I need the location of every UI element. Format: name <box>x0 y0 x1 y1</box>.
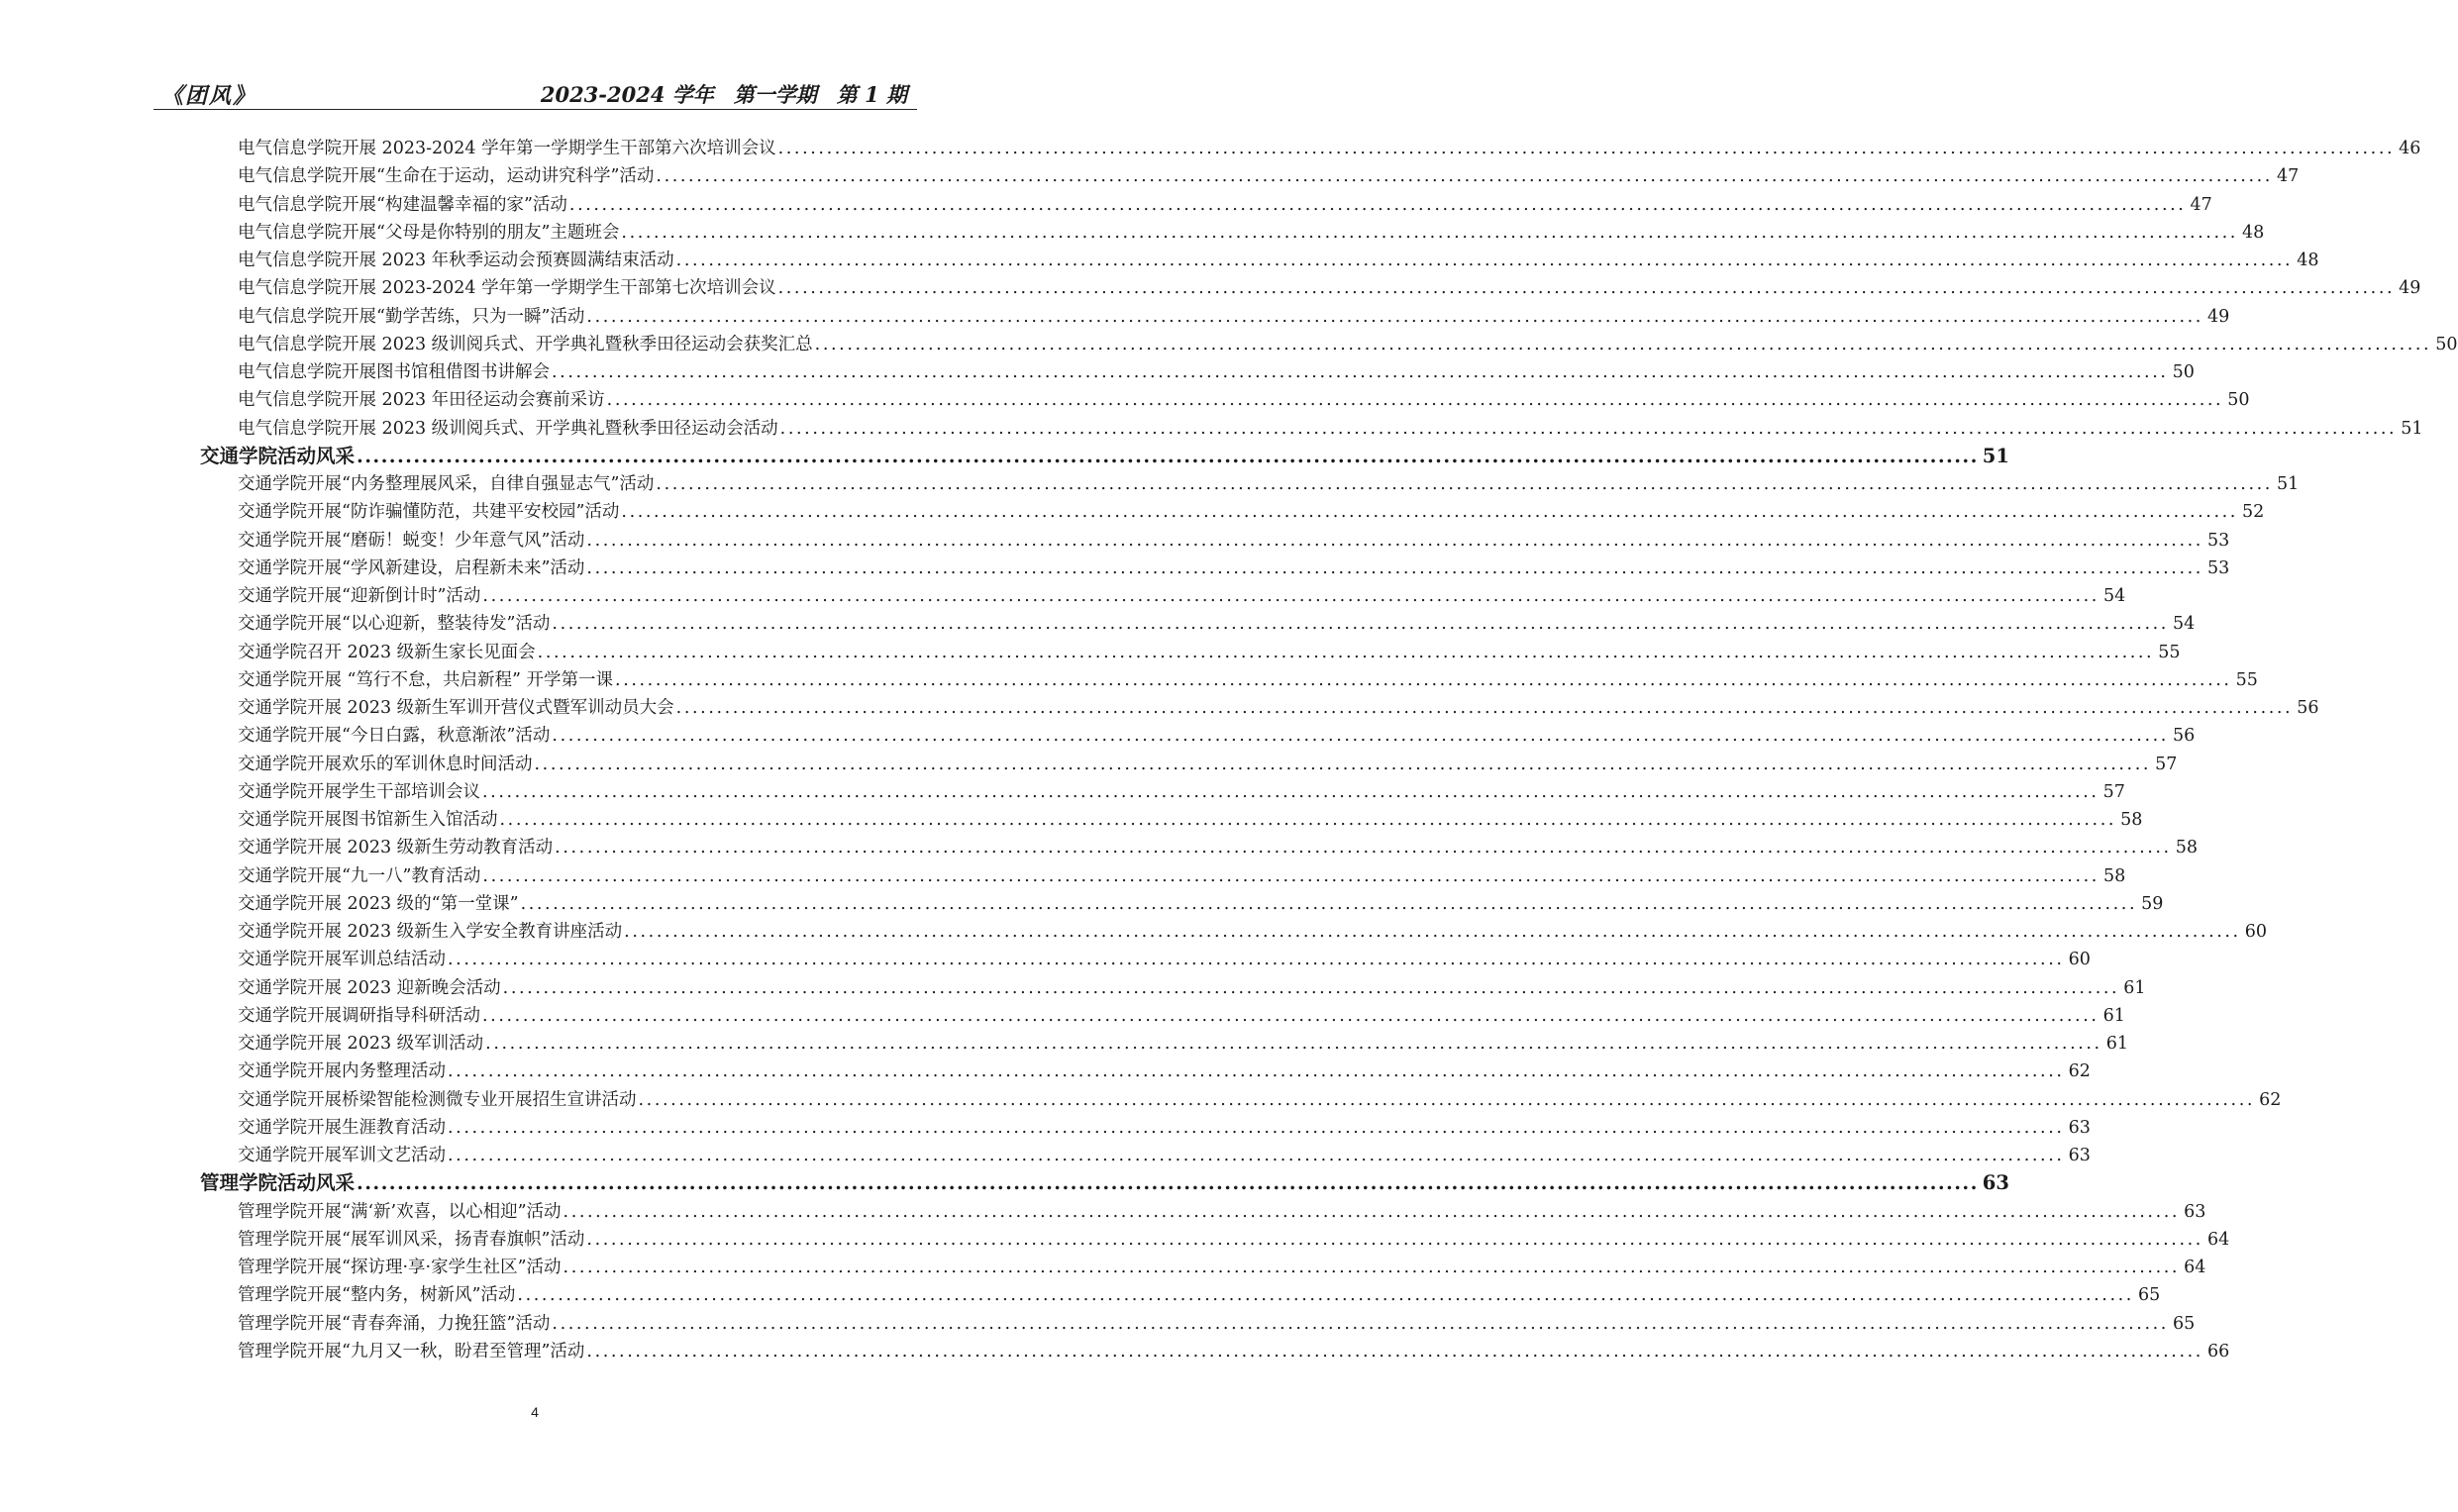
dot-leader: ........................................................................................................................................................................................................ <box>621 502 2238 523</box>
toc-entry-title: 电气信息学院开展“生命在于运动，运动讲究科学”活动 <box>238 166 655 187</box>
toc-section-heading[interactable] <box>200 1169 2009 1197</box>
dot-leader: ........................................................................................................................................................................................................ <box>448 1061 2065 1082</box>
dot-leader: ........................................................................................................................................................................................................ <box>568 194 2187 215</box>
toc-entry-page: 57 <box>2102 781 2125 802</box>
toc-entry-title: 管理学院开展“满‘新’欢喜，以心相迎”活动 <box>238 1201 562 1222</box>
toc-entry-title: 交通学院开展 2023 级军训活动 <box>238 1034 484 1055</box>
toc-entry[interactable] <box>238 806 2143 834</box>
toc-entry-title: 管理学院开展“九月又一秋，盼君至管理”活动 <box>238 1341 585 1361</box>
dot-leader: ........................................................................................................................................................................................................ <box>552 362 2169 383</box>
toc-entry-title: 交通学院开展欢乐的军训休息时间活动 <box>238 754 533 774</box>
toc-entry-page: 54 <box>2102 586 2126 607</box>
toc-entry[interactable] <box>238 303 2230 331</box>
toc-entry-title: 管理学院开展“探访理·享·家学生社区”活动 <box>238 1258 562 1278</box>
dot-leader: ........................................................................................................................................................................................................ <box>586 557 2203 578</box>
toc-entry-page: 57 <box>2155 754 2178 774</box>
toc-entry-page: 61 <box>2105 1034 2129 1055</box>
toc-entry-title: 交通学院开展 2023 级新生入学安全教育讲座活动 <box>238 922 623 943</box>
term: 第一学期 <box>733 82 817 107</box>
toc-entry-page: 63 <box>2184 1201 2206 1222</box>
journal-title: 《团风》 <box>161 83 257 109</box>
toc-entry-page: 65 <box>2172 1313 2196 1334</box>
dot-leader: ........................................................................................................................................................................................................ <box>482 865 2100 886</box>
dot-leader: ........................................................................................................................................................................................................ <box>482 781 2100 802</box>
dot-leader: ........................................................................................................................................................................................................ <box>448 950 2065 970</box>
dot-leader: ........................................................................................................................................................................................................ <box>638 1089 2256 1110</box>
dot-leader: ........................................................................................................................................................................................................ <box>485 1034 2102 1055</box>
toc-entry[interactable] <box>238 415 2423 443</box>
toc-entry-title: 电气信息学院开展“构建温馨幸福的家”活动 <box>238 194 567 215</box>
toc-entry-page: 66 <box>2206 1341 2230 1361</box>
toc-entry-title: 交通学院开展“磨砺！蜕变！少年意气风”活动 <box>238 530 585 551</box>
toc-entry-title: 交通学院开展“防诈骗懂防范，共建平安校园”活动 <box>238 502 620 523</box>
toc-entry[interactable] <box>238 1254 2206 1281</box>
toc-entry-title: 交通学院开展“以心迎新，整装待发”活动 <box>238 614 551 635</box>
toc-entry[interactable] <box>238 331 2458 358</box>
toc-entry-title: 交通学院开展 “笃行不怠，共启新程” 开学第一课 <box>238 669 614 690</box>
toc-entry-title: 交通学院开展图书馆新生入馆活动 <box>238 810 498 831</box>
toc-section-heading[interactable] <box>200 443 2009 470</box>
toc-entry[interactable] <box>238 582 2126 610</box>
toc-entry-page: 65 <box>2137 1285 2161 1306</box>
toc-entry-page: 49 <box>2206 306 2230 327</box>
dot-leader: ........................................................................................................................................................................................................ <box>656 166 2273 187</box>
dot-leader: ........................................................................................................................................................................................................ <box>499 810 2117 831</box>
toc-entry[interactable] <box>238 1198 2206 1226</box>
dot-leader: ........................................................................................................................................................................................................ <box>534 754 2152 774</box>
toc-entry-page: 61 <box>2102 1005 2125 1026</box>
toc-entry[interactable] <box>238 1030 2129 1058</box>
issue-number: 第 1 期 <box>836 82 907 107</box>
toc-entry[interactable] <box>238 1002 2125 1030</box>
page-number: 4 <box>531 1404 539 1420</box>
toc-entry-page: 50 <box>2227 390 2250 411</box>
toc-entry-title: 电气信息学院开展 2023 级训阅兵式、开学典礼暨秋季田径运动会获奖汇总 <box>238 334 813 354</box>
toc-entry[interactable] <box>238 386 2250 414</box>
toc-entry-title: 交通学院开展 2023 级新生军训开营仪式暨军训动员大会 <box>238 698 674 719</box>
toc-entry[interactable] <box>238 274 2421 302</box>
toc-entry-title: 电气信息学院开展“勤学苦练，只为一瞬”活动 <box>238 306 585 327</box>
toc-entry-page: 55 <box>2158 642 2181 662</box>
toc-entry-page: 60 <box>2244 922 2268 943</box>
toc-entry-page: 63 <box>1982 1171 2009 1195</box>
toc-entry[interactable] <box>238 191 2212 219</box>
dot-leader: ........................................................................................................................................................................................................ <box>779 418 2398 439</box>
toc-entry[interactable] <box>238 1281 2161 1309</box>
toc-entry-title: 电气信息学院开展 2023 年秋季运动会预赛圆满结束活动 <box>238 251 674 271</box>
dot-leader: ........................................................................................................................................................................................................ <box>624 922 2241 943</box>
toc-entry-page: 59 <box>2141 893 2164 914</box>
toc-entry[interactable] <box>238 946 2091 973</box>
dot-leader: ........................................................................................................................................................................................................ <box>357 444 1979 467</box>
toc-entry-page: 48 <box>2297 251 2319 271</box>
toc-entry-page: 47 <box>2190 194 2212 215</box>
toc-entry-page: 62 <box>2259 1089 2282 1110</box>
dot-leader: ........................................................................................................................................................................................................ <box>552 614 2169 635</box>
toc-entry-page: 64 <box>2206 1229 2230 1250</box>
toc-entry-title: 电气信息学院开展图书馆租借图书讲解会 <box>238 362 550 383</box>
toc-entry-page: 47 <box>2276 166 2300 187</box>
toc-entry[interactable] <box>238 1142 2091 1169</box>
toc-entry-page: 62 <box>2068 1061 2091 1082</box>
toc-entry-page: 50 <box>2435 334 2458 354</box>
toc-entry-page: 51 <box>2276 474 2300 495</box>
toc-entry[interactable] <box>238 862 2126 890</box>
toc-entry-title: 交通学院开展“学风新建设，启程新未来”活动 <box>238 557 585 578</box>
dot-leader: ........................................................................................................................................................................................................ <box>777 278 2396 299</box>
toc-entry-page: 56 <box>2172 726 2196 747</box>
dot-leader: ........................................................................................................................................................................................................ <box>656 474 2273 495</box>
toc-entry-title: 电气信息学院开展“父母是你特别的朋友”主题班会 <box>238 222 620 243</box>
toc-entry[interactable] <box>238 918 2268 946</box>
dot-leader: ........................................................................................................................................................................................................ <box>777 139 2396 159</box>
dot-leader: ........................................................................................................................................................................................................ <box>586 1229 2203 1250</box>
toc-entry-title: 交通学院开展学生干部培训会议 <box>238 781 480 802</box>
toc-entry-page: 49 <box>2399 278 2421 299</box>
toc-entry-title: 管理学院活动风采 <box>200 1171 356 1195</box>
toc-entry[interactable] <box>238 135 2421 162</box>
toc-entry-page: 61 <box>2123 977 2146 998</box>
toc-entry[interactable] <box>238 470 2300 498</box>
issue-info <box>541 79 907 109</box>
toc-entry[interactable] <box>238 751 2178 778</box>
dot-leader: ........................................................................................................................................................................................................ <box>448 1146 2065 1166</box>
toc-entry[interactable] <box>238 554 2230 582</box>
toc-entry-page: 53 <box>2206 530 2230 551</box>
toc-entry-title: 交通学院开展 2023 级的“第一堂课” <box>238 893 519 914</box>
toc-entry-title: 交通学院开展军训总结活动 <box>238 950 446 970</box>
toc-entry[interactable] <box>238 1058 2091 1085</box>
running-header <box>154 77 917 110</box>
dot-leader: ........................................................................................................................................................................................................ <box>482 1005 2100 1026</box>
toc-entry-page: 48 <box>2241 222 2265 243</box>
toc-entry-page: 63 <box>2068 1117 2091 1138</box>
dot-leader: ........................................................................................................................................................................................................ <box>482 586 2100 607</box>
toc-entry-page: 58 <box>2175 838 2199 858</box>
dot-leader: ........................................................................................................................................................................................................ <box>563 1258 2181 1278</box>
academic-year: 2023-2024 学年 <box>540 82 714 107</box>
toc-entry-page: 58 <box>2102 865 2126 886</box>
toc-entry[interactable] <box>238 498 2265 526</box>
dot-leader: ........................................................................................................................................................................................................ <box>502 977 2120 998</box>
toc-entry-page: 56 <box>2297 698 2319 719</box>
toc-entry[interactable] <box>238 610 2196 638</box>
toc-entry-title: 交通学院开展 2023 级新生劳动教育活动 <box>238 838 554 858</box>
toc-entry[interactable] <box>238 694 2319 722</box>
toc-entry[interactable] <box>238 778 2125 806</box>
dot-leader: ........................................................................................................................................................................................................ <box>357 1171 1979 1195</box>
dot-leader: ........................................................................................................................................................................................................ <box>606 390 2224 411</box>
toc-entry-page: 50 <box>2172 362 2195 383</box>
toc-entry-title: 管理学院开展“整内务，树新风”活动 <box>238 1285 516 1306</box>
toc-entry[interactable] <box>238 890 2164 918</box>
toc-entry[interactable] <box>238 974 2146 1002</box>
toc-entry-title: 交通学院活动风采 <box>200 444 356 467</box>
dot-leader: ........................................................................................................................................................................................................ <box>586 1341 2203 1361</box>
dot-leader: ........................................................................................................................................................................................................ <box>675 251 2294 271</box>
toc-entry-title: 电气信息学院开展 2023 级训阅兵式、开学典礼暨秋季田径运动会活动 <box>238 418 778 439</box>
toc-entry-page: 51 <box>1982 444 2009 467</box>
toc-entry-title: 管理学院开展“展军训风采，扬青春旗帜”活动 <box>238 1229 585 1250</box>
toc-entry[interactable] <box>238 247 2319 274</box>
dot-leader: ........................................................................................................................................................................................................ <box>814 334 2432 354</box>
toc-entry-page: 51 <box>2401 418 2423 439</box>
dot-leader: ........................................................................................................................................................................................................ <box>586 306 2203 327</box>
toc-entry[interactable] <box>238 1086 2282 1114</box>
toc-entry-title: 电气信息学院开展 2023 年田径运动会赛前采访 <box>238 390 605 411</box>
toc-entry-title: 交通学院召开 2023 级新生家长见面会 <box>238 642 536 662</box>
toc-entry-title: 交通学院开展生涯教育活动 <box>238 1117 446 1138</box>
toc-entry-title: 交通学院开展“内务整理展风采，自律自强显志气”活动 <box>238 474 655 495</box>
toc-entry-title: 交通学院开展桥梁智能检测微专业开展招生宣讲活动 <box>238 1089 637 1110</box>
toc-entry-page: 55 <box>2235 669 2258 690</box>
toc-entry[interactable] <box>238 666 2258 694</box>
dot-leader: ........................................................................................................................................................................................................ <box>563 1201 2181 1222</box>
toc-entry-page: 60 <box>2068 950 2091 970</box>
dot-leader: ........................................................................................................................................................................................................ <box>586 530 2203 551</box>
toc-entry[interactable] <box>238 527 2230 554</box>
dot-leader: ........................................................................................................................................................................................................ <box>615 669 2232 690</box>
dot-leader: ........................................................................................................................................................................................................ <box>552 1313 2169 1334</box>
toc-entry[interactable] <box>238 722 2196 750</box>
toc-entry-page: 58 <box>2120 810 2143 831</box>
toc-entry[interactable] <box>238 162 2300 190</box>
toc-entry[interactable] <box>238 834 2199 861</box>
toc-entry-title: 交通学院开展调研指导科研活动 <box>238 1005 480 1026</box>
dot-leader: ........................................................................................................................................................................................................ <box>555 838 2172 858</box>
toc-entry-title: 管理学院开展“青春奔涌，力挽狂篮”活动 <box>238 1313 551 1334</box>
toc-entry[interactable] <box>238 1310 2196 1338</box>
toc-entry-title: 电气信息学院开展 2023-2024 学年第一学期学生干部第六次培训会议 <box>238 139 776 159</box>
dot-leader: ........................................................................................................................................................................................................ <box>520 893 2138 914</box>
dot-leader: ........................................................................................................................................................................................................ <box>537 642 2155 662</box>
toc-entry[interactable] <box>238 358 2195 386</box>
toc-entry[interactable] <box>238 219 2265 247</box>
dot-leader: ........................................................................................................................................................................................................ <box>621 222 2238 243</box>
toc-entry[interactable] <box>238 1338 2230 1365</box>
toc-entry-page: 54 <box>2172 614 2196 635</box>
dot-leader: ........................................................................................................................................................................................................ <box>552 726 2169 747</box>
toc-entry[interactable] <box>238 639 2181 666</box>
toc-entry[interactable] <box>238 1226 2230 1254</box>
toc-entry-page: 46 <box>2399 139 2421 159</box>
table-of-contents <box>0 135 2458 1365</box>
toc-entry-title: 交通学院开展“九一八”教育活动 <box>238 865 481 886</box>
toc-entry-title: 交通学院开展 2023 迎新晚会活动 <box>238 977 501 998</box>
toc-entry-title: 电气信息学院开展 2023-2024 学年第一学期学生干部第七次培训会议 <box>238 278 776 299</box>
toc-entry-page: 64 <box>2184 1258 2206 1278</box>
toc-entry-title: 交通学院开展军训文艺活动 <box>238 1146 446 1166</box>
toc-entry[interactable] <box>238 1114 2091 1142</box>
dot-leader: ........................................................................................................................................................................................................ <box>517 1285 2134 1306</box>
dot-leader: ........................................................................................................................................................................................................ <box>675 698 2294 719</box>
dot-leader: ........................................................................................................................................................................................................ <box>448 1117 2065 1138</box>
toc-entry-title: 交通学院开展内务整理活动 <box>238 1061 446 1082</box>
toc-entry-title: 交通学院开展“今日白露，秋意渐浓”活动 <box>238 726 551 747</box>
toc-entry-page: 52 <box>2241 502 2265 523</box>
toc-entry-page: 53 <box>2206 557 2230 578</box>
toc-entry-title: 交通学院开展“迎新倒计时”活动 <box>238 586 481 607</box>
toc-entry-page: 63 <box>2068 1146 2091 1166</box>
